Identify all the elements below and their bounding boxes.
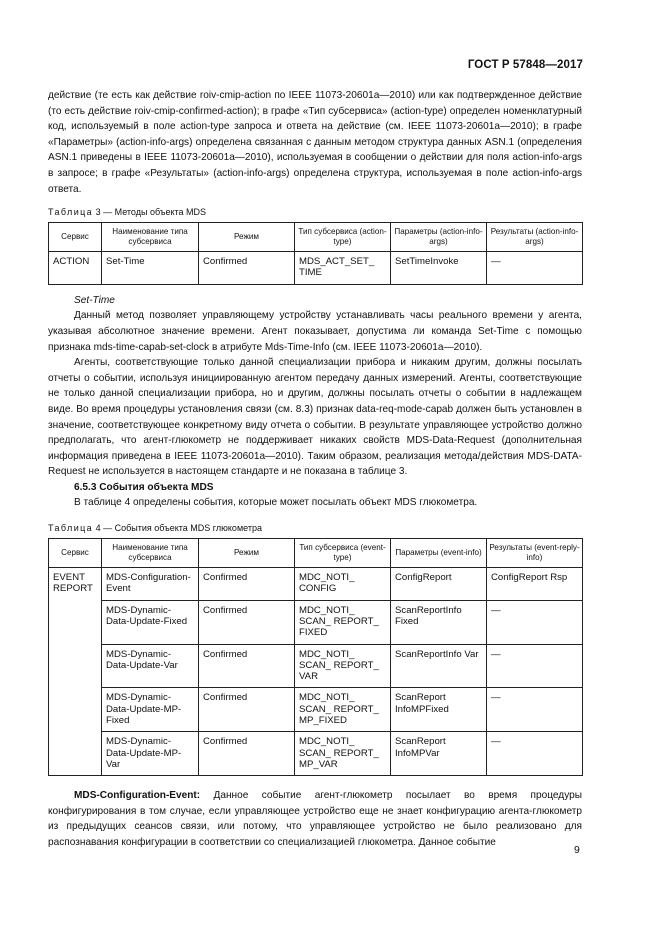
cell-results: — [487,688,583,732]
cell-parameters: ScanReport InfoMPVar [391,732,487,776]
table-4-events [48,538,583,776]
header-subservice-name: Наименование типа субсервиса [102,223,199,252]
cell-subservice-name: MDS-Dynamic-Data-Update-MP-Fixed [102,688,199,732]
final-paragraph-term: MDS-Configuration-Event: [74,790,201,802]
cell-mode: Confirmed [199,688,295,732]
header-service: Сервис [49,223,102,252]
cell-subservice-type: MDS_ACT_SET_ TIME [295,252,391,285]
table-4-caption [48,523,582,533]
cell-mode: Confirmed [199,252,295,285]
cell-subservice-name: Set-Time [102,252,199,285]
cell-results: — [487,600,583,644]
table-row [49,688,583,732]
table-4-caption-text: 4 — События объекта MDS глюкометра [93,523,262,534]
header-parameters: Параметры (action-info-args) [391,223,487,252]
section-6-5-3-paragraph: В таблице 4 определены события, которые может посылать объект MDS глюкометра. [74,497,478,509]
page-content [48,88,582,851]
final-paragraph [48,788,582,850]
set-time-subheading: Set-Time [74,294,115,306]
header-parameters: Параметры (event-info) [391,539,487,568]
cell-subservice-name: MDS-Dynamic-Data-Update-Fixed [102,600,199,644]
header-mode: Режим [199,223,295,252]
set-time-paragraph-1: Данный метод позволяет управляющему устройству устанавливать часы реального времени у агента, указывая абсолютное значение времени. Агент показывает, допустима ли команда Set-Time с помощью признака mds-time-capab-set-clock в атрибуте Mds-Time-Info (см. IEEE 11073-20601a—2010). [48,310,582,353]
header-results: Результаты (event-reply-info) [487,539,583,568]
cell-subservice-type: MDC_NOTI_ SCAN_ REPORT_ MP_FIXED [295,688,391,732]
set-time-paragraph-2: Агенты, соответствующие только данной специализации прибора и никаким другим, должны посылать отчеты о событии, используя инициированную агентом передачу данных измерений. Агенты, соответствующие не только данной специализации прибора, но и другим, должны посылать отчеты о событии в надлежащем виде. Во время процедуры установления связи (см. 8.3) признак data-req-mode-capab должен быть установлен в значение, соответствующее конкретному виду отчета о событии. В результате управляющее устройство должно предполагать, что агент-глюкометр не поддерживает никаких свойств MDS-Data-Request (дополнительная информация приведена в IEEE 11073-20601a—2010). Таким образом, реализация метода/действия MDS-DATA-Request не используется в настоящем стандарте и не показана в таблице 3. [48,357,582,478]
table-row [49,252,583,285]
header-subservice-name: Наименование типа субсервиса [102,539,199,568]
section-6-5-3-heading: 6.5.3 События объекта MDS [74,481,214,493]
cell-service: ACTION [49,252,102,285]
cell-mode: Confirmed [199,644,295,688]
cell-parameters: SetTimeInvoke [391,252,487,285]
cell-service: EVENT REPORT [49,568,102,776]
cell-mode: Confirmed [199,600,295,644]
page-number: 9 [574,844,580,856]
table-row [49,732,583,776]
table-3-header-row [49,223,583,252]
header-results: Результаты (action-info-args) [487,223,583,252]
header-subservice-type: Тип субсервиса (event-type) [295,539,391,568]
cell-subservice-type: MDC_NOTI_ SCAN_ REPORT_ MP_VAR [295,732,391,776]
table-3-caption [48,207,582,217]
cell-results: — [487,644,583,688]
intro-paragraph: действие (те есть как действие roiv-cmip-action по IEEE 11073-20601a—2010) или как подтвержденное действие (то есть действие roiv-cmip-confirmed-action); в графе «Тип субсервиса» (action-type) определен номенклатурный код, используемый в поле action-type запроса и ответа на действие (см. IEEE 11073-20601a—2010); в графе «Параметры» (action-info-args) определена связанная с данным методом структура данных ASN.1 (определения ASN.1 приведены в IEEE 11073-20601a—2010), используемая в сообщении о действии для поля action-info-args в запросе; в графе «Результаты» (action-info-args) определена структура, используемая в поле action-info-args ответа. [48,90,582,195]
cell-results: — [487,732,583,776]
cell-subservice-name: MDS-Dynamic-Data-Update-MP-Var [102,732,199,776]
final-paragraph-text: Данное событие агент-глюкометр посылает во время процедуры конфигурирования в том случае, если управляющее устройство еще не знает конфигурацию агента-глюкометр из предыдущих сеансов связи, или потому, что управляющее устройство не было реализовано для распознавания конфигурации в соответствии со специализацией глюкометра. Данное событие [48,790,582,848]
header-service: Сервис [49,539,102,568]
cell-mode: Confirmed [199,732,295,776]
table-4-caption-label: Таблица [48,523,94,534]
cell-subservice-name: MDS-Configuration-Event [102,568,199,601]
document-id: ГОСТ Р 57848—2017 [467,59,583,71]
header-mode: Режим [199,539,295,568]
cell-subservice-name: MDS-Dynamic-Data-Update-Var [102,644,199,688]
header-subservice-type: Тип субсервиса (action-type) [295,223,391,252]
table-3-methods [48,222,583,285]
table-row [49,600,583,644]
cell-parameters: ScanReport InfoMPFixed [391,688,487,732]
cell-results: ConfigReport Rsp [487,568,583,601]
cell-subservice-type: MDC_NOTI_ CONFIG [295,568,391,601]
table-row [49,644,583,688]
cell-subservice-type: MDC_NOTI_ SCAN_ REPORT_ FIXED [295,600,391,644]
cell-parameters: ConfigReport [391,568,487,601]
table-4-header-row [49,539,583,568]
table-row [49,568,583,601]
table-3-caption-label: Таблица [48,207,94,218]
cell-parameters: ScanReportInfo Fixed [391,600,487,644]
cell-subservice-type: MDC_NOTI_ SCAN_ REPORT_ VAR [295,644,391,688]
table-3-caption-text: 3 — Методы объекта MDS [93,207,207,218]
cell-parameters: ScanReportInfo Var [391,644,487,688]
cell-results: — [487,252,583,285]
cell-mode: Confirmed [199,568,295,601]
